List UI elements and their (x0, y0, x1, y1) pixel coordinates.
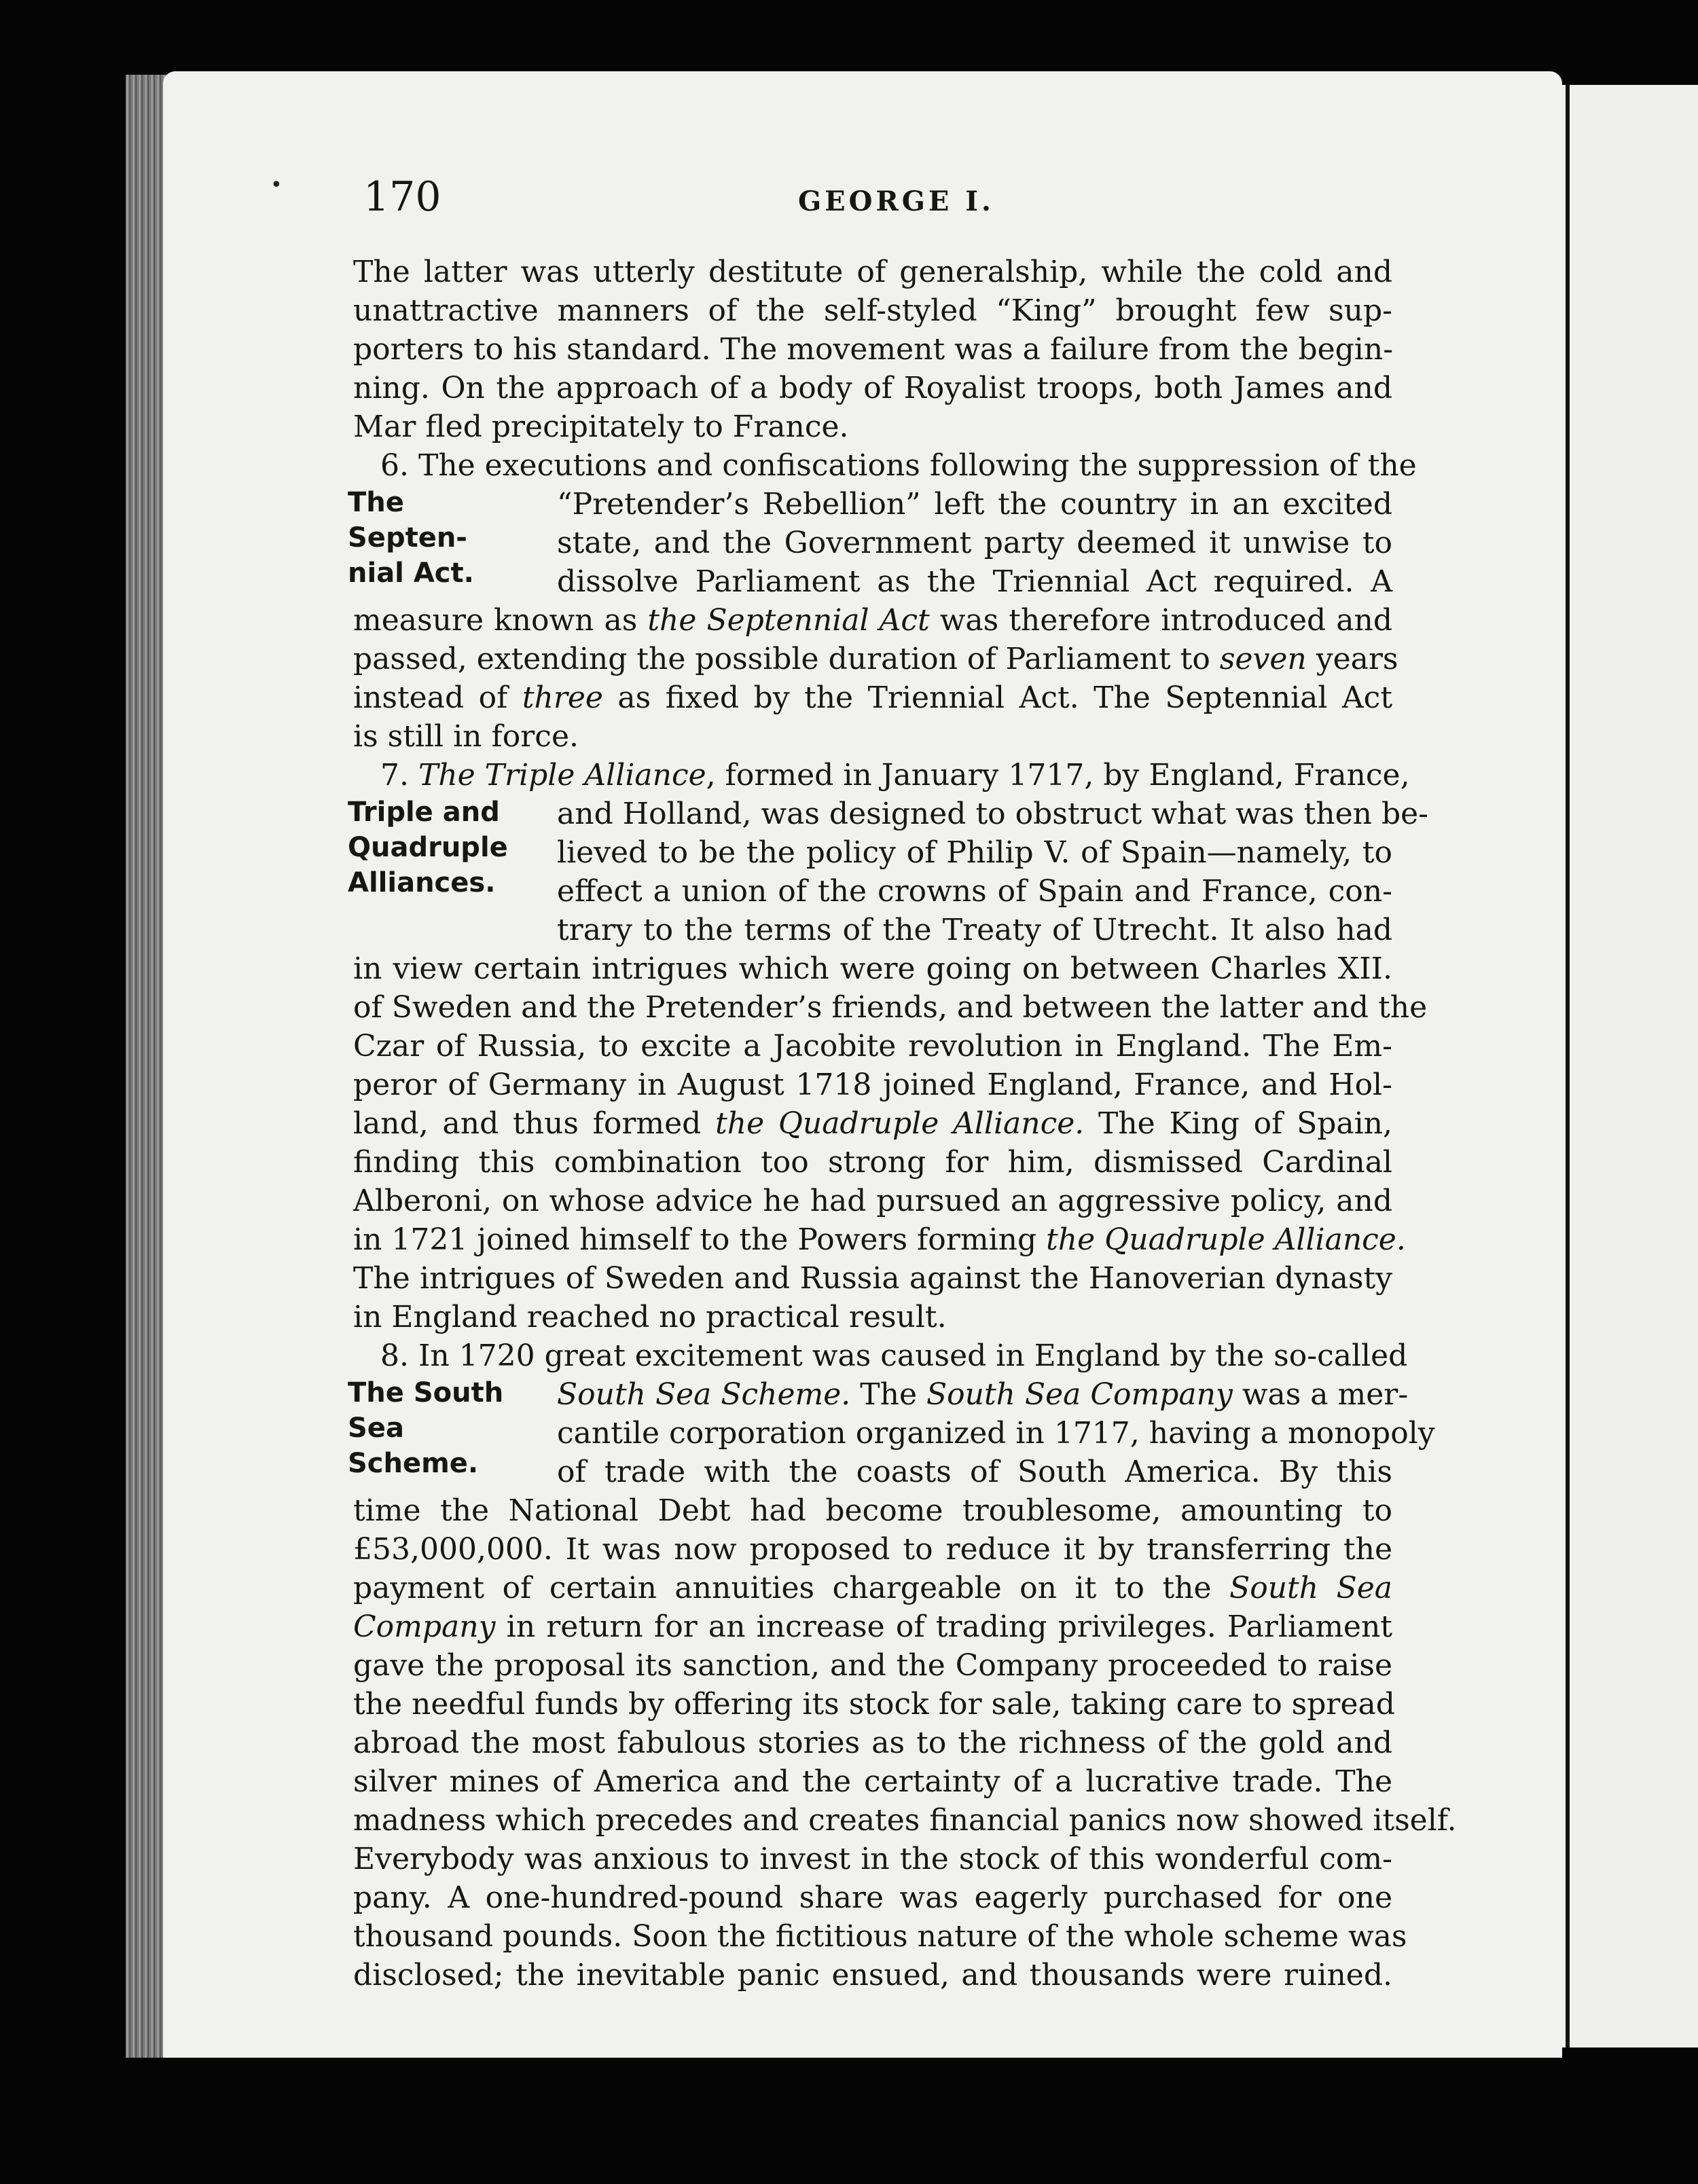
text-line: madness which precedes and creates financial panics now showed itself. (353, 1803, 1457, 1838)
text-line: is still in force. (353, 719, 579, 754)
side-note-south-sea-scheme: The South Sea Scheme. (348, 1377, 504, 1479)
page-number: 170 (363, 173, 441, 221)
text-line: 7. The Triple Alliance, formed in January 1717, by England, France, (380, 758, 1410, 793)
text-line: ning. On the approach of a body of Royalist troops, both James and (353, 371, 1392, 405)
text-line: lieved to be the policy of Philip V. of Spain—namely, to (557, 835, 1392, 870)
text-line: 6. The executions and confiscations following the suppression of the (380, 448, 1417, 483)
text-line: dissolve Parliament as the Triennial Act required. A (557, 564, 1392, 599)
running-head: GEORGE I. (798, 185, 994, 217)
text-line: of trade with the coasts of South America. By this (557, 1455, 1392, 1489)
gutter-line (1566, 85, 1570, 2047)
paragraph-7 (348, 756, 1429, 1336)
text-line: instead of three as fixed by the Triennial Act. The Septennial Act (353, 680, 1393, 715)
body-text (348, 253, 1457, 2072)
stray-dot-mark: • (270, 173, 283, 197)
side-note-triple-quadruple: Triple and Quadruple Alliances. (348, 797, 508, 898)
text-line: gave the proposal its sanction, and the Company proceeded to raise (353, 1648, 1392, 1683)
text-line: abroad the most fabulous stories as to the richness of the gold and (353, 1726, 1392, 1760)
text-line: Alberoni, on whose advice he had pursued an aggressive policy, and (353, 1184, 1392, 1218)
paragraph-6 (348, 446, 1417, 756)
text-line (353, 1995, 1392, 2033)
text-line: passed, extending the possible duration of Parliament to seven years (353, 642, 1398, 676)
text-line: South Sea Scheme. The South Sea Company was a mer- (557, 1377, 1409, 1412)
text-line: in view certain intrigues which were going on between Charles XII. (353, 951, 1392, 986)
text-line: 8. In 1720 great excitement was caused in England by the so-called (380, 1339, 1408, 1373)
text-line: unattractive manners of the self-styled “King” brought few sup- (353, 293, 1392, 328)
page-header (363, 173, 1396, 234)
text-line: in England reached no practical result. (353, 1300, 947, 1334)
text-line: effect a union of the crowns of Spain and France, con- (557, 874, 1392, 909)
text-line: Everybody was anxious to invest in the stock of this wonderful com- (353, 1842, 1392, 1876)
text-line: “Pretender’s Rebellion” left the country in an excited (557, 487, 1392, 522)
text-line: thousand pounds. Soon the fictitious nature of the whole scheme was (353, 1919, 1407, 1954)
text-line: in 1721 joined himself to the Powers forming the Quadruple Alliance. (353, 1222, 1406, 1257)
text-line: Mar fled precipitately to France. (353, 410, 849, 444)
text-line: disclosed; the inevitable panic ensued, and thousands were ruined. (353, 1958, 1392, 1992)
text-line: The intrigues of Sweden and Russia against the Hanoverian dynasty (353, 1261, 1392, 1296)
text-line: and Holland, was designed to obstruct what was then be- (557, 797, 1429, 831)
paragraph-8 (348, 1336, 1457, 2072)
text-line: silver mines of America and the certainty of a lucrative trade. The (353, 1764, 1392, 1799)
side-note-septennial-act: The Septen- nial Act. (348, 487, 474, 589)
text-line: Czar of Russia, to excite a Jacobite revolution in England. The Em- (353, 1029, 1392, 1063)
text-line: peror of Germany in August 1718 joined England, France, and Hol- (353, 1068, 1392, 1102)
text-line: measure known as the Septennial Act was therefore introduced and (353, 603, 1392, 638)
text-line: cantile corporation organized in 1717, having a monopoly (557, 1416, 1435, 1451)
text-line: the needful funds by offering its stock for sale, taking care to spread (353, 1687, 1395, 1722)
text-line: pany. A one-hundred-pound share was eagerly purchased for one (353, 1880, 1392, 1915)
text-line: Company in return for an increase of trading privileges. Parliament (353, 1609, 1392, 1644)
text-line: £53,000,000. It was now proposed to reduce it by transferring the (353, 1532, 1392, 1567)
text-line: land, and thus formed the Quadruple Alliance. The King of Spain, (353, 1106, 1393, 1141)
text-line: of Sweden and the Pretender’s friends, and between the latter and the (353, 990, 1428, 1025)
text-line: payment of certain annuities chargeable on it to the South Sea (353, 1571, 1392, 1605)
text-line: trary to the terms of the Treaty of Utrecht. It also had (557, 913, 1392, 947)
text-line (353, 2033, 1392, 2072)
text-line: state, and the Government party deemed it unwise to (557, 526, 1392, 560)
facing-page-edge (1562, 85, 1698, 2047)
text-line: time the National Debt had become troublesome, amounting to (353, 1493, 1392, 1528)
text-line: The latter was utterly destitute of generalship, while the cold and (353, 255, 1392, 289)
text-line: finding this combination too strong for him, dismissed Cardinal (353, 1145, 1392, 1180)
text-line: porters to his standard. The movement was a failure from the begin- (353, 332, 1394, 367)
